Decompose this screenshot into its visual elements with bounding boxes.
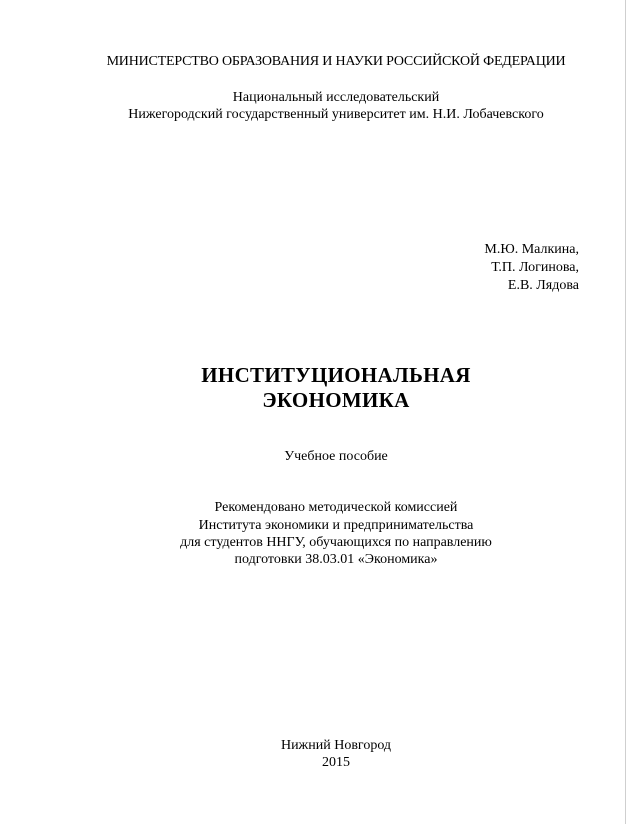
university-name-line-1: Национальный исследовательский — [232, 90, 440, 105]
publication-city: Нижний Новгород — [280, 738, 392, 753]
recommendation-line-4: подготовки 38.03.01 «Экономика» — [234, 552, 438, 567]
recommendation-line-1: Рекомендовано методической комиссией — [214, 500, 458, 515]
book-subtitle: Учебное пособие — [284, 449, 388, 464]
authors-block — [484, 241, 579, 295]
university-name-line-2: Нижегородский государственный университет им. Н.И. Лобачевского — [128, 107, 544, 122]
book-title-line-1: ИНСТИТУЦИОНАЛЬНАЯ — [201, 363, 471, 387]
ministry-name: МИНИСТЕРСТВО ОБРАЗОВАНИЯ И НАУКИ РОССИЙСКОЙ ФЕДЕРАЦИИ — [106, 54, 566, 69]
recommendation-line-2: Института экономики и предпринимательства — [198, 518, 474, 533]
publication-year: 2015 — [322, 755, 350, 770]
recommendation-line-3: для студентов ННГУ, обучающихся по направлению — [180, 535, 492, 550]
book-title-line-2: ЭКОНОМИКА — [262, 388, 410, 412]
author-3: Е.В. Лядова — [507, 278, 579, 293]
author-1: М.Ю. Малкина, — [484, 242, 579, 257]
author-2: Т.П. Логинова, — [491, 260, 579, 275]
